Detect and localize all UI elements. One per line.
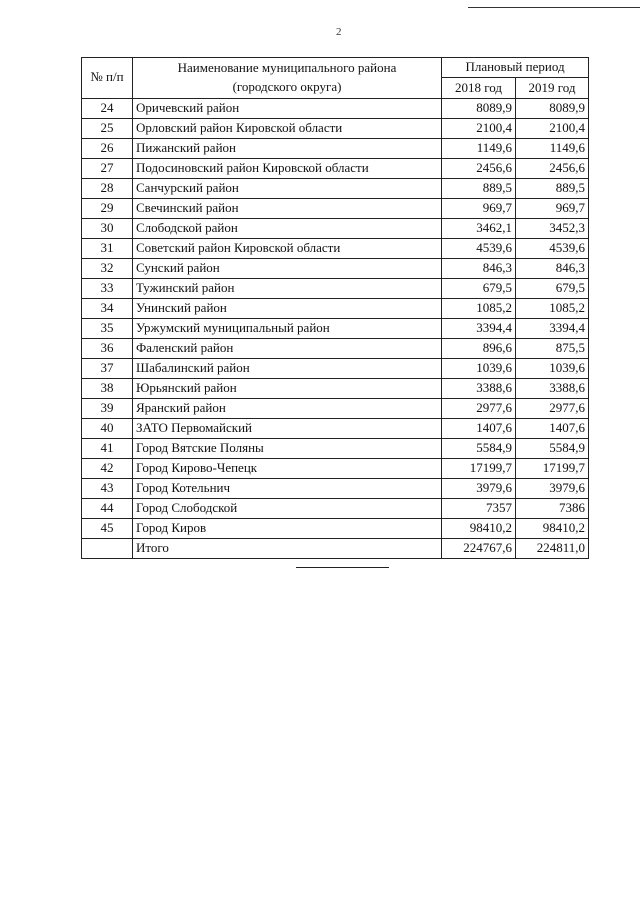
table-row (82, 458, 589, 478)
value-2019: 846,3 (516, 258, 589, 278)
district-name: Город Киров (133, 518, 442, 538)
value-2018: 8089,9 (442, 98, 516, 118)
district-name: Тужинский район (133, 278, 442, 298)
value-2018: 896,6 (442, 338, 516, 358)
table-row (82, 258, 589, 278)
district-name: Фаленский район (133, 338, 442, 358)
header-period: Плановый период (442, 58, 589, 78)
row-number: 27 (82, 158, 133, 178)
row-number: 30 (82, 218, 133, 238)
page-number: 2 (336, 26, 342, 38)
row-number: 28 (82, 178, 133, 198)
value-2018: 2456,6 (442, 158, 516, 178)
table-row (82, 278, 589, 298)
row-number: 25 (82, 118, 133, 138)
table-row (82, 298, 589, 318)
header-num: № п/п (82, 58, 133, 99)
table-row (82, 318, 589, 338)
table-body (82, 98, 589, 538)
top-edge-line (468, 7, 640, 8)
table-row (82, 178, 589, 198)
value-2018: 889,5 (442, 178, 516, 198)
district-name: Пижанский район (133, 138, 442, 158)
row-number: 26 (82, 138, 133, 158)
district-name: Слободской район (133, 218, 442, 238)
district-name: Город Слободской (133, 498, 442, 518)
header-row (82, 58, 589, 78)
value-2019: 8089,9 (516, 98, 589, 118)
table-row (82, 518, 589, 538)
total-label: Итого (133, 538, 442, 558)
value-2018: 3394,4 (442, 318, 516, 338)
header-year-2018: 2018 год (442, 78, 516, 98)
value-2019: 3979,6 (516, 478, 589, 498)
value-2018: 2100,4 (442, 118, 516, 138)
row-number: 39 (82, 398, 133, 418)
value-2018: 2977,6 (442, 398, 516, 418)
value-2019: 3394,4 (516, 318, 589, 338)
table-row (82, 338, 589, 358)
row-number: 34 (82, 298, 133, 318)
row-number: 37 (82, 358, 133, 378)
row-number: 43 (82, 478, 133, 498)
district-name: Сунский район (133, 258, 442, 278)
value-2019: 3388,6 (516, 378, 589, 398)
value-2018: 1039,6 (442, 358, 516, 378)
district-name: Город Котельнич (133, 478, 442, 498)
value-2018: 1407,6 (442, 418, 516, 438)
total-num-cell (82, 538, 133, 558)
value-2018: 4539,6 (442, 238, 516, 258)
value-2019: 17199,7 (516, 458, 589, 478)
value-2019: 1085,2 (516, 298, 589, 318)
header-name (133, 58, 442, 99)
value-2018: 7357 (442, 498, 516, 518)
value-2019: 7386 (516, 498, 589, 518)
value-2018: 846,3 (442, 258, 516, 278)
value-2019: 679,5 (516, 278, 589, 298)
value-2019: 2100,4 (516, 118, 589, 138)
table-row (82, 218, 589, 238)
district-name: Город Кирово-Чепецк (133, 458, 442, 478)
table-row (82, 118, 589, 138)
table-row (82, 478, 589, 498)
value-2019: 2977,6 (516, 398, 589, 418)
value-2018: 5584,9 (442, 438, 516, 458)
district-name: Подосиновский район Кировской области (133, 158, 442, 178)
value-2019: 98410,2 (516, 518, 589, 538)
table-row (82, 378, 589, 398)
district-name: Санчурский район (133, 178, 442, 198)
table-row (82, 438, 589, 458)
value-2018: 3979,6 (442, 478, 516, 498)
row-number: 29 (82, 198, 133, 218)
district-name: Город Вятские Поляны (133, 438, 442, 458)
value-2019: 5584,9 (516, 438, 589, 458)
value-2019: 889,5 (516, 178, 589, 198)
value-2019: 4539,6 (516, 238, 589, 258)
district-name: Уржумский муниципальный район (133, 318, 442, 338)
district-name: Яранский район (133, 398, 442, 418)
header-year-2019: 2019 год (516, 78, 589, 98)
row-number: 31 (82, 238, 133, 258)
header-name-line1: Наименование муниципального района (177, 60, 397, 75)
table-row (82, 138, 589, 158)
table-row (82, 498, 589, 518)
row-number: 35 (82, 318, 133, 338)
row-number: 33 (82, 278, 133, 298)
table-row (82, 358, 589, 378)
header-name-line2: (городского округа) (232, 78, 342, 94)
district-name: Юрьянский район (133, 378, 442, 398)
value-2019: 875,5 (516, 338, 589, 358)
value-2018: 679,5 (442, 278, 516, 298)
district-name: Советский район Кировской области (133, 238, 442, 258)
table-row (82, 398, 589, 418)
row-number: 32 (82, 258, 133, 278)
value-2018: 3462,1 (442, 218, 516, 238)
row-number: 36 (82, 338, 133, 358)
row-number: 44 (82, 498, 133, 518)
row-number: 42 (82, 458, 133, 478)
end-separator-line (296, 567, 389, 568)
district-name: Оричевский район (133, 98, 442, 118)
value-2018: 1085,2 (442, 298, 516, 318)
value-2018: 1149,6 (442, 138, 516, 158)
district-name: Шабалинский район (133, 358, 442, 378)
row-number: 41 (82, 438, 133, 458)
value-2019: 3452,3 (516, 218, 589, 238)
value-2018: 3388,6 (442, 378, 516, 398)
total-row (82, 538, 589, 558)
value-2019: 969,7 (516, 198, 589, 218)
district-name: Орловский район Кировской области (133, 118, 442, 138)
value-2018: 969,7 (442, 198, 516, 218)
value-2019: 1407,6 (516, 418, 589, 438)
value-2019: 2456,6 (516, 158, 589, 178)
table-row (82, 158, 589, 178)
district-name: ЗАТО Первомайский (133, 418, 442, 438)
table-row (82, 98, 589, 118)
row-number: 38 (82, 378, 133, 398)
row-number: 45 (82, 518, 133, 538)
value-2018: 17199,7 (442, 458, 516, 478)
table-row (82, 238, 589, 258)
value-2019: 1149,6 (516, 138, 589, 158)
value-2019: 1039,6 (516, 358, 589, 378)
row-number: 40 (82, 418, 133, 438)
table-row (82, 418, 589, 438)
district-name: Свечинский район (133, 198, 442, 218)
total-2019: 224811,0 (516, 538, 589, 558)
value-2018: 98410,2 (442, 518, 516, 538)
total-2018: 224767,6 (442, 538, 516, 558)
district-name: Унинский район (133, 298, 442, 318)
row-number: 24 (82, 98, 133, 118)
table-row (82, 198, 589, 218)
budget-table (81, 57, 589, 559)
